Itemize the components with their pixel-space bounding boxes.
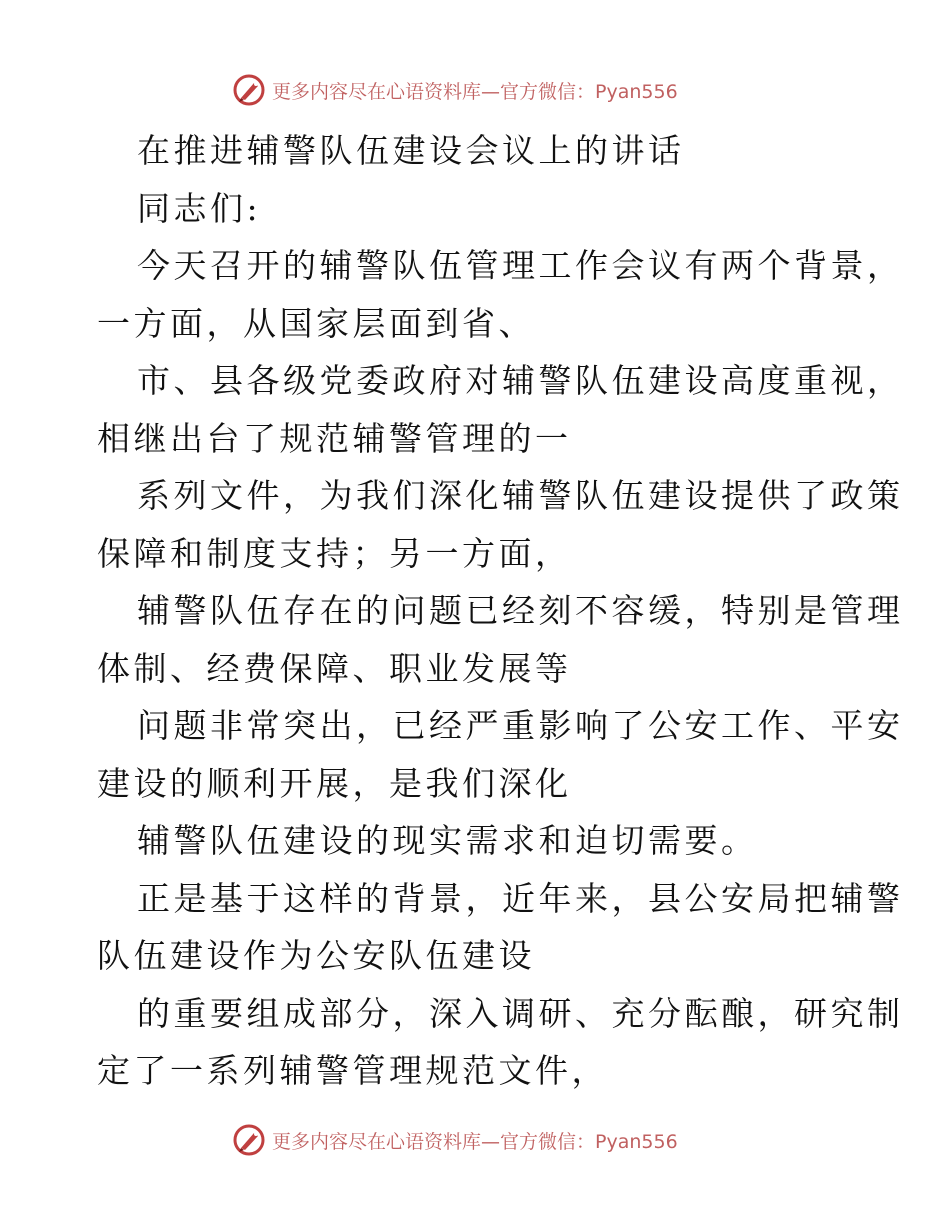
- text-line: 辅警队伍存在的问题已经刻不容缓，特别是管理: [137, 591, 904, 630]
- text-line: 系列文件，为我们深化辅警队伍建设提供了政策: [137, 476, 904, 515]
- document-body: [97, 122, 904, 1100]
- text-line: 正是基于这样的背景，近年来，县公安局把辅警: [137, 878, 904, 918]
- text-line: 体制、经费保障、职业发展等: [97, 648, 572, 688]
- text-line: 辅警队伍建设的现实需求和迫切需要。: [137, 821, 758, 860]
- footer-banner: [232, 1120, 722, 1160]
- text-line: 保障和制度支持；另一方面，: [97, 533, 572, 573]
- text-line: 的重要组成部分，深入调研、充分酝酿，研究制: [137, 993, 904, 1033]
- text-line: 市、县各级党委政府对辅警队伍建设高度重视，: [137, 361, 904, 400]
- text-line: 问题非常突出，已经严重影响了公安工作、平安: [137, 706, 904, 745]
- text-line: 今天召开的辅警队伍管理工作会议有两个背景，: [137, 246, 904, 285]
- header-banner: [232, 70, 722, 110]
- pen-circle-logo-icon: [232, 1123, 266, 1157]
- banner-text: 更多内容尽在心语资料库—官方微信：Pyan556: [272, 80, 678, 103]
- text-line: 定了一系列辅警管理规范文件，: [97, 1051, 608, 1090]
- salutation: 同志们:: [137, 188, 262, 228]
- pen-circle-logo-icon: [232, 73, 266, 107]
- text-line: 队伍建设作为公安队伍建设: [97, 936, 535, 975]
- banner-text: 更多内容尽在心语资料库—官方微信：Pyan556: [272, 1130, 678, 1153]
- text-line: 建设的顺利开展，是我们深化: [97, 763, 572, 803]
- text-line: 一方面，从国家层面到省、: [97, 303, 535, 343]
- document-title: 在推进辅警队伍建设会议上的讲话: [137, 131, 685, 170]
- text-line: 相继出台了规范辅警管理的一: [97, 418, 572, 458]
